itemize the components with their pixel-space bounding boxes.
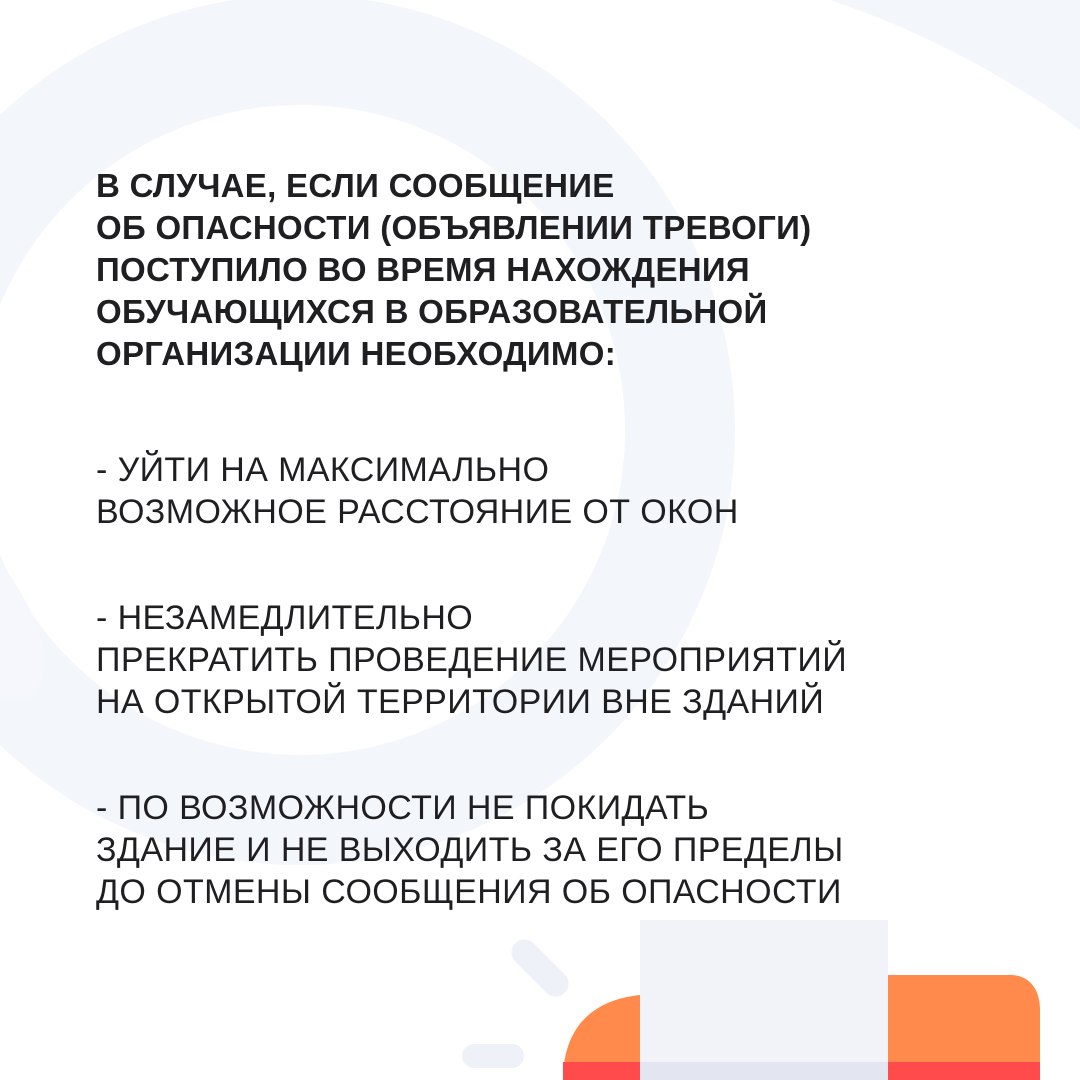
heading-line: ОБУЧАЮЩИХСЯ В ОБРАЗОВАТЕЛЬНОЙ bbox=[96, 293, 768, 330]
instruction-line: НА ОТКРЫТОЙ ТЕРРИТОРИИ ВНЕ ЗДАНИЙ bbox=[96, 683, 825, 721]
instruction-item bbox=[96, 597, 996, 723]
instruction-line: ЗДАНИЕ И НЕ ВЫХОДИТЬ ЗА ЕГО ПРЕДЕЛЫ bbox=[96, 831, 844, 869]
decor-left-edge bbox=[0, 560, 44, 700]
instruction-line: ПРЕКРАТИТЬ ПРОВЕДЕНИЕ МЕРОПРИЯТИЙ bbox=[96, 641, 848, 679]
announcement bbox=[96, 165, 996, 977]
heading-line: ПОСТУПИЛО ВО ВРЕМЯ НАХОЖДЕНИЯ bbox=[96, 251, 750, 288]
instruction-line: - НЕЗАМЕДЛИТЕЛЬНО bbox=[96, 599, 474, 637]
instruction-list bbox=[96, 449, 996, 913]
instruction-item bbox=[96, 449, 996, 533]
instruction-line: ДО ОТМЕНЫ СООБЩЕНИЯ ОБ ОПАСНОСТИ bbox=[96, 873, 842, 911]
instruction-line: - ПО ВОЗМОЖНОСТИ НЕ ПОКИДАТЬ bbox=[96, 789, 710, 827]
instruction-line: - УЙТИ НА МАКСИМАЛЬНО bbox=[96, 451, 550, 489]
instruction-item bbox=[96, 787, 996, 913]
heading-line: В СЛУЧАЕ, ЕСЛИ СООБЩЕНИЕ bbox=[96, 167, 615, 204]
instruction-line: ВОЗМОЖНОЕ РАССТОЯНИЕ ОТ ОКОН bbox=[96, 493, 739, 531]
heading-line: ОРГАНИЗАЦИИ НЕОБХОДИМО: bbox=[96, 335, 616, 372]
heading-line: ОБ ОПАСНОСТИ (ОБЪЯВЛЕНИИ ТРЕВОГИ) bbox=[96, 209, 812, 246]
heading bbox=[96, 165, 996, 375]
decor-corner-top-right bbox=[830, 0, 1080, 130]
